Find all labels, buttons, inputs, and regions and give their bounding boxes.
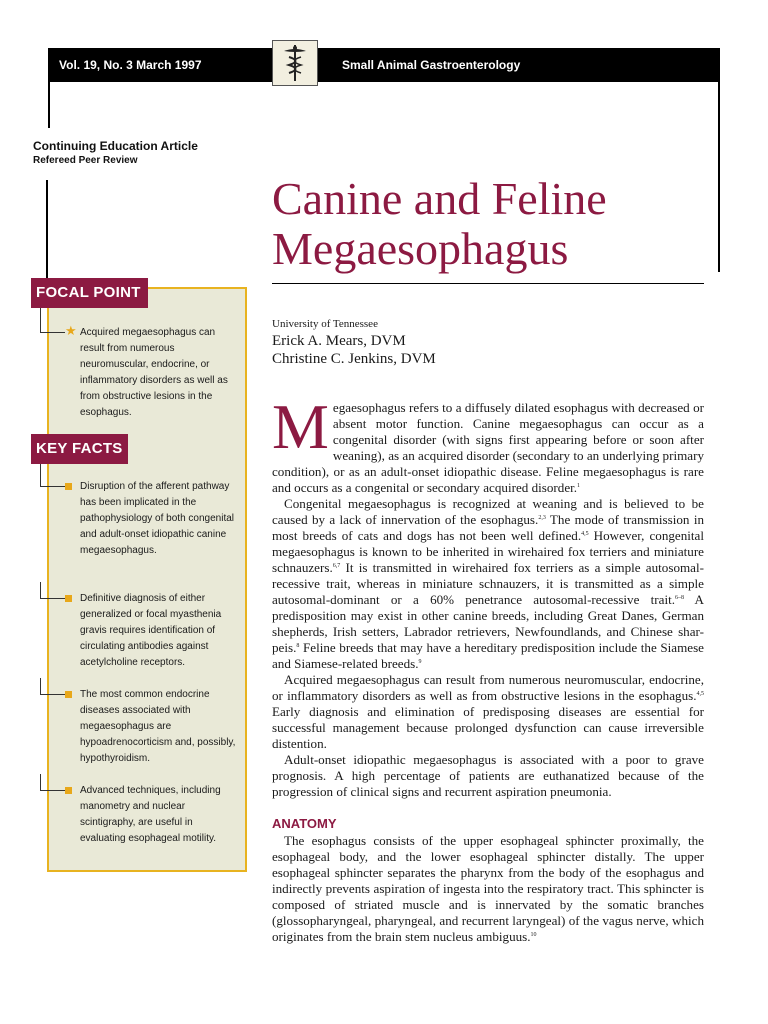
bullet-icon [65, 787, 72, 794]
paragraph: Congenital megaesophagus is recognized at weaning and is believed to be caused by a lack of innervation of the esophagus.$^{2,3}$ The mode of transmission in most breeds of cats and dogs has not been well defined.$^{4,5}$ However, congenital megaesophagus is known to be inherited in wirehaired fox terriers and miniature schnauzers.$^{6,7}$ It is transmitted in wirehaired fox terriers as a simple autosomal-recessive trait, whereas in miniature schnauzers, it is transmitted as a simple autosomal-dominant or a 60% penetrance autosomal-recessive trait.$^{6-8}$ A predisposition may exist in other canine breeds, including Great Danes, German shepherds, Irish setters, Labrador retrievers, Newfoundlands, and Chinese shar-peis.$^8$ Feline breeds that may have a hereditary predisposition include the Siamese and Siamese-related breeds.$^9$ [272, 496, 704, 671]
caduceus-icon [272, 40, 318, 86]
article-body [272, 391, 704, 800]
paragraph: The esophagus consists of the upper esophageal sphincter proximally, the esophageal body, and the lower esophageal sphincter distally. The upper esophageal sphincter separates the pharynx from the body of the esophagus and indirectly prevents aspiration of ingesta into the respiratory tract. This sphincter is composed of striated muscle and is innervated by the somatic branches (glossopharyngeal, pharyngeal, and recurrent laryngeal) of the vagus nerve, which originates from the brain stem nucleus ambiguus.$^{10}$ [272, 833, 704, 944]
bracket-line [40, 582, 65, 599]
key-facts-label: KEY FACTS [31, 434, 128, 464]
author: Christine C. Jenkins, DVM [272, 351, 436, 367]
issue-info: Vol. 19, No. 3 March 1997 [59, 58, 202, 72]
paragraph: Adult-onset idiopathic megaesophagus is associated with a poor to grave prognosis. A high percentage of patients are euthanatized because of the progression of clinical signs and recurrent aspiration pneumonia. [272, 752, 704, 799]
bullet-icon [65, 691, 72, 698]
divider-line [718, 82, 720, 272]
bracket-line [40, 308, 65, 333]
journal-section: Small Animal Gastroenterology [342, 58, 521, 72]
affiliation: University of Tennessee [272, 318, 378, 330]
review-type: Refereed Peer Review [33, 155, 138, 166]
divider-line [48, 82, 50, 128]
article-type: Continuing Education Article [33, 139, 198, 153]
section-heading: ANATOMY [272, 816, 337, 831]
star-icon: ★ [65, 323, 77, 338]
bullet-icon [65, 483, 72, 490]
divider-line [46, 180, 48, 292]
drop-cap: M [272, 391, 329, 462]
bracket-line [40, 678, 65, 695]
title-line-1: Canine and Feline [272, 173, 607, 224]
key-fact: Definitive diagnosis of either generalized or focal myasthenia gravis requires identification of circulating antibodies against acetylcholine receptors. [80, 593, 222, 668]
bracket-line [40, 464, 65, 487]
title-line-2: Megaesophagus [272, 223, 569, 274]
article-body-anatomy [272, 833, 704, 945]
paragraph: Acquired megaesophagus can result from numerous neuromuscular, endocrine, or inflammatory disorders as well as from obstructive lesions in the esophagus.$^{4,5}$ Early diagnosis and elimination of predisposing diseases are essential for successful management because prolonged dysfunction can cause irreversible distention. [272, 672, 704, 751]
article-title [272, 174, 712, 274]
paragraph: Megaesophagus refers to a diffusely dilated esophagus with decreased or absent motor function. Canine megaesophagus can occur as a congenital disorder (with signs first appearing before or soon after weaning), as an acquired disorder (secondary to an underlying primary condition), or as an adult-onset idiopathic disease. Feline megaesophagus is rare and occurs as a congenital or secondary acquired disorder.$^1$ [272, 391, 704, 495]
bullet-icon [65, 595, 72, 602]
journal-header-bar [48, 48, 720, 82]
key-fact: The most common endocrine diseases associated with megaesophagus are hypoadrenocorticism and, possibly, hypothyroidism. [80, 689, 236, 764]
key-fact: Advanced techniques, including manometry and nuclear scintigraphy, are useful in evaluating esophageal motility. [80, 785, 221, 844]
bracket-line [40, 774, 65, 791]
author: Erick A. Mears, DVM [272, 333, 406, 349]
key-fact: Disruption of the afferent pathway has been implicated in the pathophysiology of both congenital and adult-onset idiopathic canine megaesophagus. [80, 481, 235, 556]
title-rule [272, 283, 704, 284]
focal-point-label: FOCAL POINT [31, 278, 148, 308]
focal-point-text: Acquired megaesophagus can result from numerous neuromuscular, endocrine, or inflammatory disorders as well as from obstructive lesions in the esophagus. [80, 327, 228, 418]
